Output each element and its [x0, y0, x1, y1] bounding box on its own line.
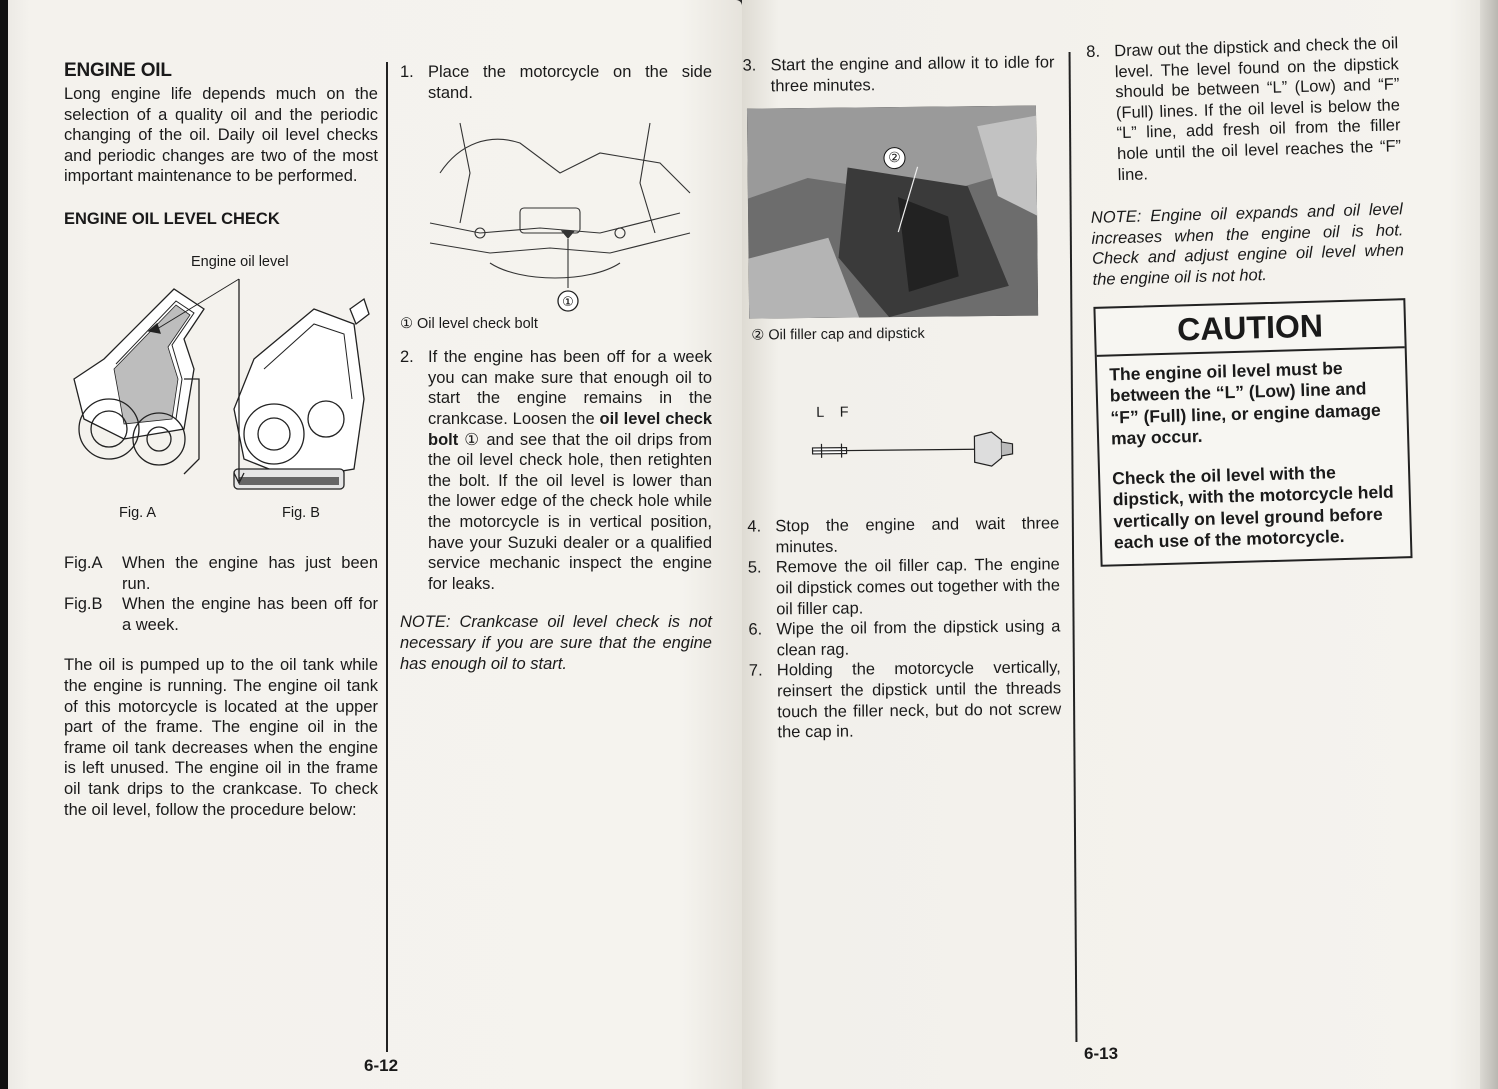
fig-b-label: Fig. B [282, 504, 320, 521]
caution-text-1: The engine oil level must be between the “L” (Low) line and “F” (Full) line, or engine damage may occur. [1109, 357, 1381, 449]
fig-note-label: Fig.B [64, 595, 103, 614]
step-2 [400, 347, 712, 594]
engine-diagram-icon [64, 269, 378, 539]
step-4 [747, 514, 1059, 558]
step-text: Holding the motorcycle vertically, reinsert the dipstick until the threads touch the filler neck, but do not screw the cap in. [776, 658, 1062, 742]
subheading: ENGINE OIL LEVEL CHECK [64, 209, 280, 228]
step-number: 3. [742, 56, 757, 75]
left-column-1 [64, 60, 378, 820]
step-text: Place the motorcycle on the side stand. [428, 63, 712, 102]
fig-note-a [64, 553, 378, 594]
photo-caption: ② Oil filler cap and dipstick [751, 325, 925, 344]
fig-note-b [64, 594, 378, 635]
step-8 [1086, 33, 1402, 186]
step-number: 8. [1086, 42, 1101, 61]
step-text: Wipe the oil from the dipstick using a clean rag. [776, 617, 1061, 660]
note: NOTE: Crankcase oil level check is not necessary if you are sure that the engine has enough oil to start. [400, 613, 712, 673]
photo-callout: ② [883, 147, 905, 169]
intro-paragraph: Long engine life depends much on the selection of a quality oil and the periodic changing of the oil. Daily oil level checks and periodic changes are two of the most important maintenance to be performed. [64, 85, 378, 186]
section-title: ENGINE OIL [64, 60, 172, 81]
step-text: If the engine has been off for a week you can make sure that enough oil to start the engine remains in the crankcase. Loosen the oil level check bolt ① and see that the oil drips from the oil level check hole, then retighten the bolt. If the oil level is lower than the lower edge of the check hole while the motorcycle is in vertical position, have your Suzuki dealer or a qualified service mechanic inspect the engine for leaks. [428, 348, 712, 593]
engine-photo-icon [747, 106, 1038, 319]
step-6 [748, 617, 1060, 661]
step-number: 5. [747, 558, 762, 577]
right-column-2 [1086, 33, 1413, 566]
fig-note-label: Fig.A [64, 553, 103, 572]
dipstick-labels: L F [816, 404, 855, 422]
engine-photo [747, 106, 1038, 319]
dipstick-icon [746, 426, 1047, 489]
fig-note-text: When the engine has been off for a week. [122, 595, 378, 634]
column-divider [386, 62, 388, 1052]
step-text: Stop the engine and wait three minutes. [775, 514, 1060, 557]
callout-number: ① [562, 295, 574, 311]
caution-box [1093, 298, 1412, 567]
left-column-2 [400, 62, 712, 674]
left-page [0, 0, 742, 1089]
right-page [742, 0, 1480, 1089]
figure-caption: ① Oil level check bolt [400, 316, 538, 333]
motorcycle-frame-icon [400, 113, 700, 313]
step-7 [749, 658, 1062, 744]
steps-4-7 [747, 514, 1061, 744]
dipstick-figure [746, 402, 1059, 515]
step-number: 1. [400, 63, 414, 81]
caution-title: CAUTION [1095, 300, 1404, 357]
step-number: 2. [400, 348, 414, 367]
fig-a-label: Fig. A [119, 504, 157, 521]
caution-body [1097, 348, 1411, 565]
figure-label-top: Engine oil level [191, 253, 289, 270]
step-number: 7. [748, 661, 763, 680]
binding-shadow [0, 0, 8, 1089]
right-column-1 [742, 52, 1061, 743]
page-number: 6-12 [364, 1056, 399, 1075]
engine-oil-figure [64, 249, 378, 549]
step-text: Draw out the dipstick and check the oil level. The level found on the dipstick should be between “L” (Low) and “F” (Full) lines. If the oil level is below the “L” line, add fresh oil from the filler hole until the oil level reaches the “F” line. [1114, 34, 1402, 184]
check-bolt-figure [400, 113, 712, 333]
book-edge [1480, 0, 1498, 1089]
step-1 [400, 62, 712, 103]
bold-term: oil level check bolt [428, 409, 712, 449]
step-number: 4. [747, 517, 762, 536]
body-paragraph: The oil is pumped up to the oil tank while the engine is running. The engine oil tank of this motorcycle is located at the upper part of the frame. The engine oil in the frame oil tank decreases when the engine is left unused. The engine oil in the frame oil tank drips to the crankcase. To check the oil level, follow the procedure below: [64, 656, 378, 819]
step-5 [748, 555, 1061, 620]
page-number: 6-13 [1084, 1044, 1119, 1063]
step-text: Start the engine and allow it to idle for three minutes. [770, 53, 1055, 95]
note: NOTE: Engine oil expands and oil level increases when the engine oil is hot. Check and adjust engine oil level when the engine oil is not hot. [1090, 200, 1405, 289]
caution-text-2: Check the oil level with the dipstick, with the motorcycle held vertically on level ground before each use of the motorcycle. [1111, 461, 1394, 553]
step-text: Remove the oil filler cap. The engine oil dipstick comes out together with the oil filler cap. [775, 555, 1061, 618]
step-3 [742, 52, 1054, 96]
step-number: 6. [748, 620, 763, 639]
fig-note-text: When the engine has just been run. [122, 553, 378, 593]
column-divider [1069, 52, 1078, 1042]
